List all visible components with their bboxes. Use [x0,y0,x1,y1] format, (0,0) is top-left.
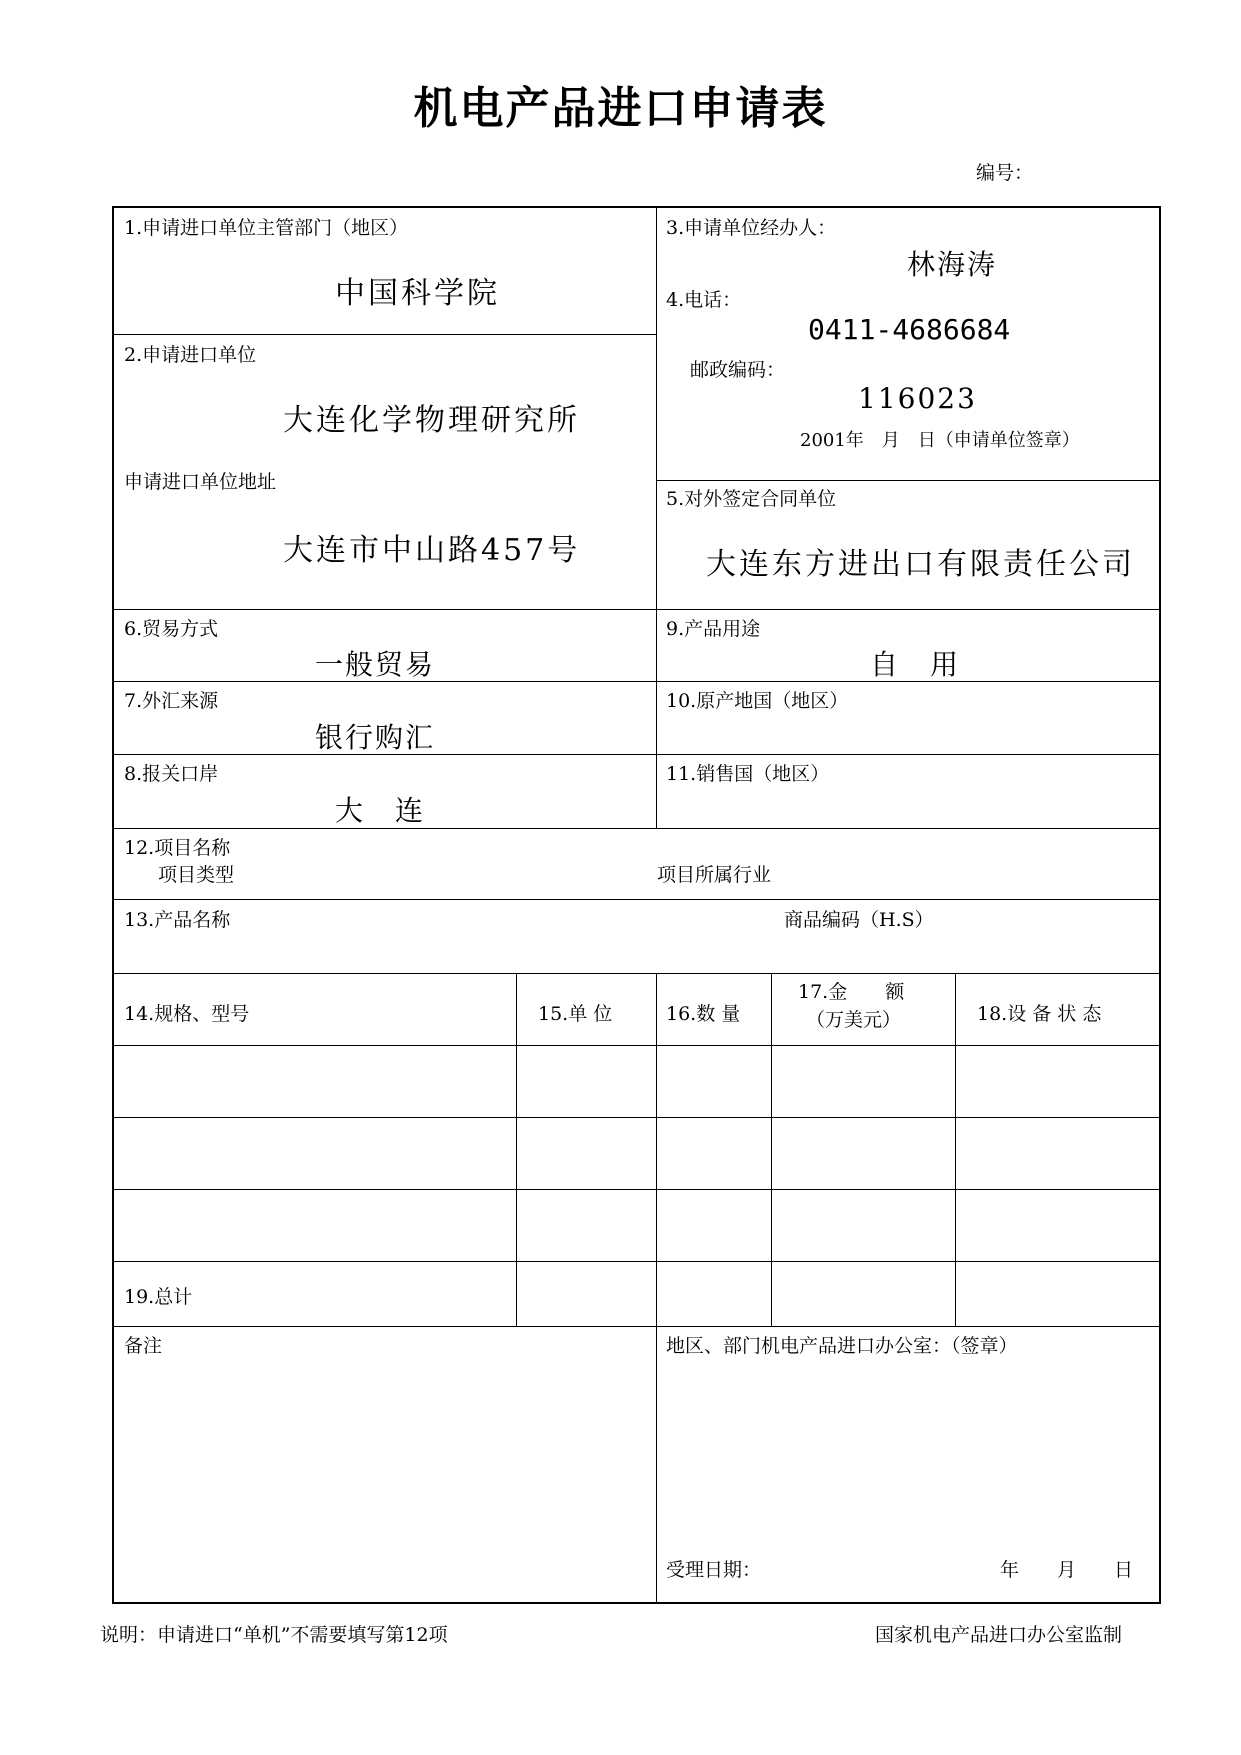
product-label: 13.产品名称 [124,909,231,931]
col-amount-unit: （万美元） [806,1009,902,1031]
fx-label: 7.外汇来源 [124,690,219,712]
col-qty-header: 16.数 量 [666,1003,741,1025]
divider-row-1 [112,1117,1161,1118]
industry-label: 项目所属行业 [657,864,772,886]
dept-label: 1.申请进口单位主管部门（地区） [124,217,409,239]
divider-section-1 [112,609,1161,610]
divider-trade [112,681,1161,682]
contract-label: 5.对外签定合同单位 [666,488,837,510]
accept-date-value: 年 月 日 [1000,1559,1134,1581]
postcode-value: 116023 [858,382,977,415]
divider-product [112,973,1161,974]
sign-date: 2001年 月 日（申请单位签章） [800,430,1080,451]
divider-dept [112,334,657,335]
divider-col-unit [656,973,657,1604]
form-frame [112,206,1161,1604]
divider-row-2 [112,1189,1161,1190]
serial-number-label: 编号： [976,162,1034,184]
office-label: 地区、部门机电产品进口办公室：（签章） [666,1335,1018,1357]
use-label: 9.产品用途 [666,618,761,640]
postcode-label: 邮政编码： [690,359,786,381]
page-title: 机电产品进口申请表 [413,83,828,134]
divider-handler [657,480,1161,481]
divider-port [112,828,1161,829]
total-label: 19.总计 [124,1286,193,1308]
divider-fx [112,754,1161,755]
hs-label: 商品编码（H.S） [784,909,934,931]
unit-label: 2.申请进口单位 [124,344,257,366]
origin-label: 10.原产地国（地区） [666,690,849,712]
divider-table-header [112,1045,1161,1046]
trade-label: 6.贸易方式 [124,618,219,640]
divider-col-spec [516,973,517,1326]
divider-row-3 [112,1261,1161,1262]
phone-label: 4.电话： [666,289,742,311]
accept-date-label: 受理日期： [666,1559,762,1581]
project-label: 12.项目名称 [124,837,231,859]
address-value: 大连市中山路457号 [283,533,581,568]
seller-label: 11.销售国（地区） [666,763,830,785]
dept-value: 中国科学院 [335,276,500,311]
port-value: 大 连 [335,794,426,827]
port-label: 8.报关口岸 [124,763,219,785]
divider-project [112,899,1161,900]
col-status-header: 18.设 备 状 态 [977,1003,1102,1025]
col-unit-header: 15.单 位 [538,1003,613,1025]
project-type-label: 项目类型 [158,864,235,886]
address-label: 申请进口单位地址 [124,471,277,493]
trade-value: 一般贸易 [315,648,436,681]
divider-total [112,1326,1161,1327]
footer-supervisor: 国家机电产品进口办公室监制 [875,1624,1123,1646]
handler-value: 林海涛 [907,248,998,281]
contract-value: 大连东方进出口有限责任公司 [706,547,1135,582]
fx-value: 银行购汇 [315,721,436,754]
handler-label: 3.申请单位经办人： [666,217,837,239]
divider-col-amount [955,973,956,1326]
divider-vertical-top [656,206,657,828]
unit-value: 大连化学物理研究所 [283,403,580,438]
footer-note: 说明：申请进口“单机”不需要填写第12项 [100,1624,448,1646]
phone-value: 0411-4686684 [808,313,1011,346]
use-value: 自 用 [870,648,961,681]
col-spec-header: 14.规格、型号 [124,1003,250,1025]
remarks-label: 备注 [124,1335,163,1357]
divider-col-qty [771,973,772,1326]
col-amount-header: 17.金 额 [798,981,905,1003]
